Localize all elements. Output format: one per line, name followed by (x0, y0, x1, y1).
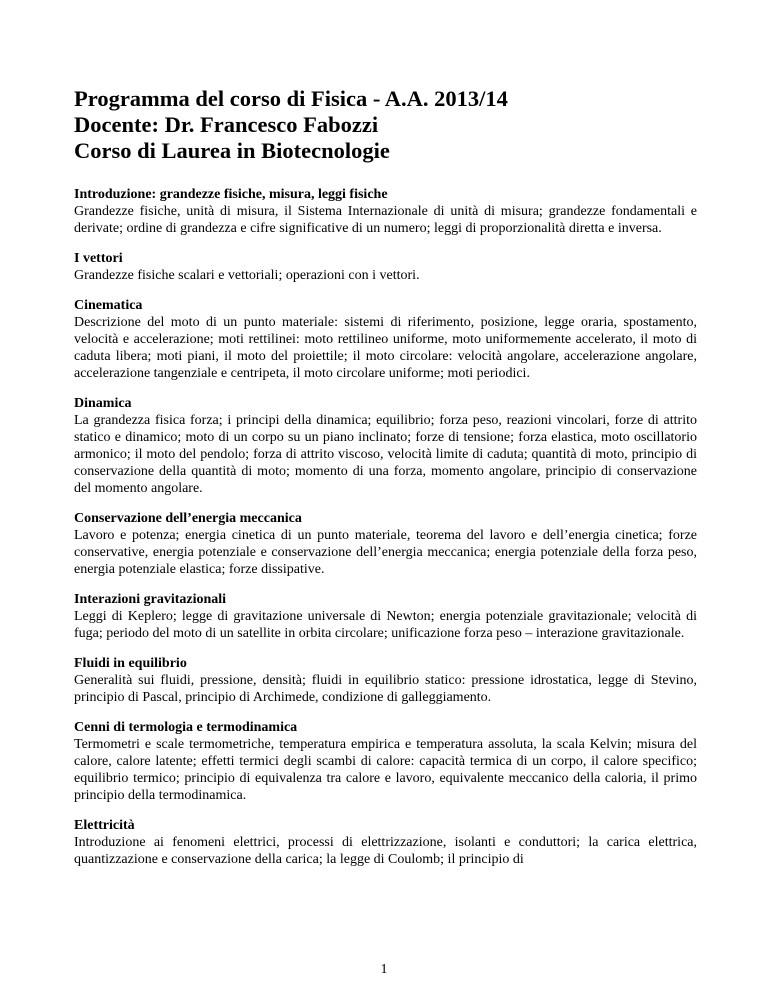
syllabus-content (74, 186, 697, 881)
section-body: Introduzione ai fenomeni elettrici, processi di elettrizzazione, isolanti e conduttori; la carica elettrica, quantizzazione e conservazione della carica; la legge di Coulomb; il principio di (74, 835, 697, 867)
section-body: Descrizione del moto di un punto materiale: sistemi di riferimento, posizione, legge oraria, spostamento, velocità e accelerazione; moti rettilinei: moto rettilineo uniforme, moto uniformemente accelerato, il moto di caduta libera; moti piani, il moto del proiettile; il moto circolare: velocità angolare, accelerazione angolare, accelerazione tangenziale e centripeta, il moto circolare uniforme; moti periodici. (74, 315, 697, 381)
section-fluidi (74, 655, 697, 706)
document-title (74, 86, 714, 164)
section-termodinamica (74, 719, 697, 804)
section-dinamica (74, 395, 697, 497)
section-heading: Elettricità (74, 818, 135, 833)
section-heading: Fluidi in equilibrio (74, 656, 187, 671)
section-introduzione (74, 186, 697, 237)
section-heading: Dinamica (74, 396, 132, 411)
section-body: La grandezza fisica forza; i principi della dinamica; equilibrio; forza peso, reazioni vincolari, forze di attrito statico e dinamico; moto di un corpo su un piano inclinato; forze di tensione; forza elastica, moto oscillatorio armonico; il moto del pendolo; forza di attrito viscoso, velocità limite di caduta; quantità di moto, principio di conservazione della quantità di moto; momento di una forza, momento angolare, principio di conservazione del momento angolare. (74, 413, 697, 496)
section-energia-meccanica (74, 510, 697, 578)
title-line-teacher: Docente: Dr. Francesco Fabozzi (74, 112, 379, 137)
section-body: Leggi di Keplero; legge di gravitazione universale di Newton; energia potenziale gravitazionale; velocità di fuga; periodo del moto di un satellite in orbita circolare; unificazione forza peso – interazione gravitazionale. (74, 609, 697, 641)
section-heading: Cenni di termologia e termodinamica (74, 720, 298, 735)
section-heading: Conservazione dell’energia meccanica (74, 511, 302, 526)
section-heading: Introduzione: grandezze fisiche, misura, leggi fisiche (74, 187, 388, 202)
section-body: Generalità sui fluidi, pressione, densità; fluidi in equilibrio statico: pressione idrostatica, legge di Stevino, principio di Pascal, principio di Archimede, condizione di galleggiamento. (74, 673, 697, 705)
section-body: Grandezze fisiche scalari e vettoriali; operazioni con i vettori. (74, 268, 420, 283)
section-body: Termometri e scale termometriche, temperatura empirica e temperatura assoluta, la scala Kelvin; misura del calore, calore latente; effetti termici degli scambi di calore: capacità termica di un corpo, il calore specifico; equilibrio termico; principio di equivalenza tra calore e lavoro, equivalente meccanico della caloria, il primo principio della termodinamica. (74, 737, 697, 803)
section-heading: I vettori (74, 251, 123, 266)
section-cinematica (74, 297, 697, 382)
section-vettori (74, 250, 697, 284)
section-body: Grandezze fisiche, unità di misura, il Sistema Internazionale di unità di misura; grandezze fondamentali e derivate; ordine di grandezza e cifre significative di un numero; leggi di proporzionalità diretta e inversa. (74, 204, 697, 236)
section-body: Lavoro e potenza; energia cinetica di un punto materiale, teorema del lavoro e dell’energia cinetica; forze conservative, energia potenziale e conservazione dell’energia meccanica; energia potenziale della forza peso, energia potenziale elastica; forze dissipative. (74, 528, 697, 577)
section-elettricita (74, 817, 697, 868)
section-heading: Cinematica (74, 298, 143, 313)
title-line-degree: Corso di Laurea in Biotecnologie (74, 138, 390, 163)
title-line-course: Programma del corso di Fisica - A.A. 2013/14 (74, 86, 508, 111)
section-heading: Interazioni gravitazionali (74, 592, 227, 607)
page-number: 1 (380, 962, 388, 977)
section-interazioni-gravitazionali (74, 591, 697, 642)
